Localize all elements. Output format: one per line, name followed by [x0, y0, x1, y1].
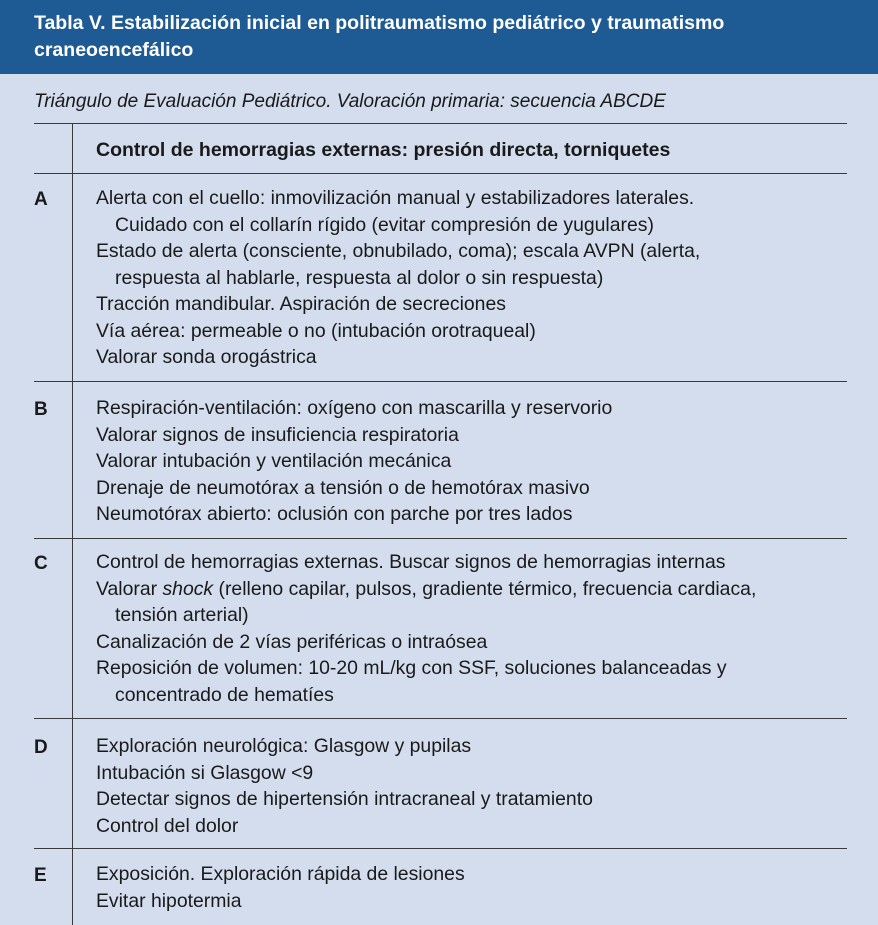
- section-c-line: [96, 576, 848, 603]
- subheading: Control de hemorragias externas: presión directa, torniquetes: [96, 139, 671, 161]
- section-e-line: Evitar hipotermia: [96, 889, 242, 912]
- section-c-text: (relleno capilar, pulsos, gradiente térmico, frecuencia cardiaca,: [213, 577, 757, 600]
- section-c-line: concentrado de hematíes: [115, 683, 334, 706]
- section-a-line: Alerta con el cuello: inmovilización manual y estabilizadores laterales.: [96, 187, 695, 209]
- divider-a: [34, 173, 847, 174]
- section-c-shock-term: shock: [162, 577, 214, 600]
- section-e-content: [96, 861, 848, 914]
- section-b-line: Drenaje de neumotórax a tensión o de hemotórax masivo: [96, 476, 590, 499]
- section-c-line: Canalización de 2 vías periféricas o intraósea: [96, 630, 488, 653]
- section-letter-d: D: [34, 737, 48, 758]
- section-d-line: Control del dolor: [96, 814, 239, 837]
- table-title-line-1: Tabla V. Estabilización inicial en politraumatismo pediátrico y traumatismo: [34, 12, 725, 34]
- divider-e: [34, 848, 847, 849]
- section-letter-a: A: [34, 189, 48, 210]
- section-a-line: Cuidado con el collarín rígido (evitar compresión de yugulares): [115, 213, 654, 236]
- table-title: [0, 0, 878, 74]
- section-d-line: Detectar signos de hipertensión intracraneal y tratamiento: [96, 788, 593, 810]
- divider-c: [34, 538, 847, 539]
- section-d-content: [96, 733, 848, 839]
- section-c-text: Valorar: [96, 577, 163, 600]
- table-subtitle: Triángulo de Evaluación Pediátrico. Valoración primaria: secuencia ABCDE: [34, 91, 666, 112]
- table-title-line-2: craneoencefálico: [34, 39, 194, 61]
- section-d-line: Exploración neurológica: Glasgow y pupilas: [96, 735, 472, 757]
- section-letter-c: C: [34, 553, 48, 574]
- section-c-content: [96, 549, 848, 708]
- column-divider: [72, 124, 73, 925]
- divider-top: [34, 123, 847, 124]
- section-b-line: Respiración-ventilación: oxígeno con mascarilla y reservorio: [96, 397, 613, 419]
- section-a-line: Vía aérea: permeable o no (intubación orotraqueal): [96, 319, 536, 342]
- section-b-line: Neumotórax abierto: oclusión con parche por tres lados: [96, 503, 573, 525]
- section-letter-b: B: [34, 399, 48, 420]
- section-c-line: Control de hemorragias externas. Buscar signos de hemorragias internas: [96, 551, 726, 573]
- section-b-content: [96, 395, 848, 528]
- section-e-line: Exposición. Exploración rápida de lesiones: [96, 863, 465, 885]
- section-a-line: Estado de alerta (consciente, obnubilado, coma); escala AVPN (alerta,: [96, 240, 701, 262]
- divider-b: [34, 381, 847, 382]
- section-a-line: respuesta al hablarle, respuesta al dolor o sin respuesta): [115, 266, 604, 289]
- section-a-line: Valorar sonda orogástrica: [96, 346, 317, 368]
- section-b-line: Valorar signos de insuficiencia respiratoria: [96, 423, 459, 446]
- section-letter-e: E: [34, 865, 47, 886]
- section-a-line: Tracción mandibular. Aspiración de secreciones: [96, 293, 506, 315]
- section-c-line: Reposición de volumen: 10-20 mL/kg con SSF, soluciones balanceadas y: [96, 657, 727, 679]
- section-c-line: tensión arterial): [115, 604, 249, 626]
- section-a-content: [96, 185, 848, 371]
- section-b-line: Valorar intubación y ventilación mecánica: [96, 450, 452, 472]
- section-d-line: Intubación si Glasgow <9: [96, 761, 314, 784]
- divider-d: [34, 718, 847, 719]
